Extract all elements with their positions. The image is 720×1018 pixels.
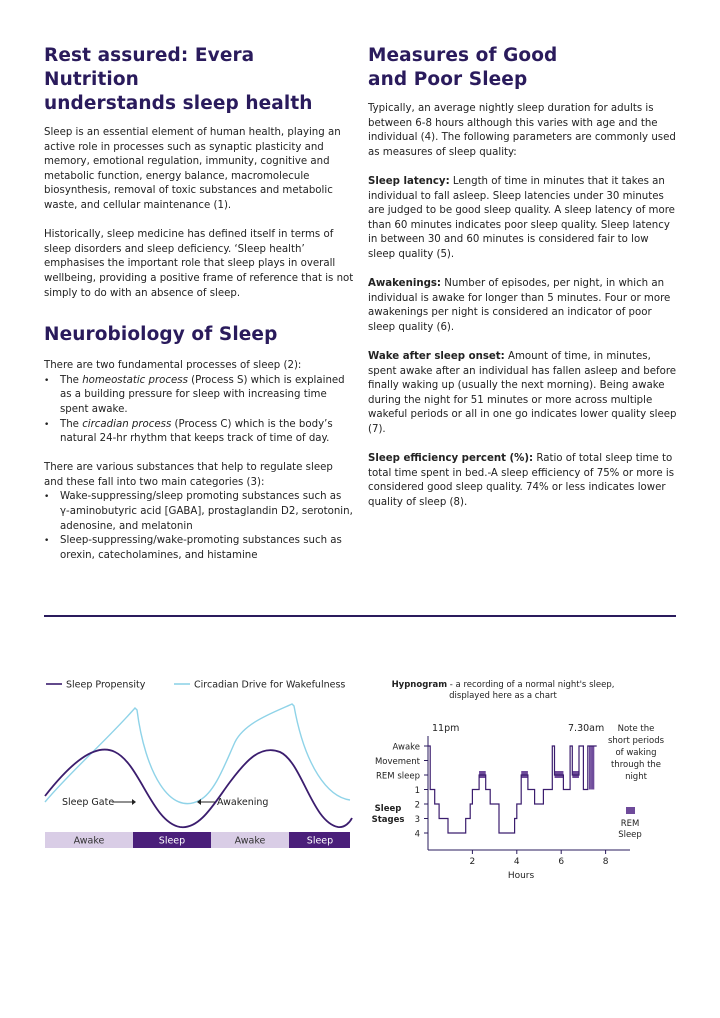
hypnogram-title — [392, 680, 615, 690]
measures-intro: Typically, an average nightly sleep duration for adults is between 6-8 hours although this varies with age and the individual (4). The following parameters are commonly used as measures of sleep quality: — [368, 103, 676, 158]
x-ticks — [470, 850, 609, 867]
intro-heading-line1: Rest assured: Evera Nutrition — [44, 45, 255, 90]
hypnogram-title-line2: displayed here as a chart — [449, 691, 557, 701]
measures-heading-line1: Measures of Good — [368, 45, 558, 66]
sleep-gate-arrowhead — [132, 799, 136, 805]
process-list — [44, 374, 354, 447]
y-axis-label-line1: Sleep — [374, 804, 402, 814]
list-item — [44, 418, 354, 447]
y-axis-label-line2: Stages — [371, 815, 405, 825]
bar-label-sleep-1: Sleep — [158, 835, 186, 847]
hypnogram-note — [608, 724, 665, 782]
neurobiology-heading: Neurobiology of Sleep — [44, 324, 278, 346]
measure-sleep-efficiency — [368, 452, 678, 510]
list-item: • Sleep-suppressing/wake-promoting substances such as orexin, catecholamines, and histamine — [44, 534, 354, 563]
y-level-label: 3 — [414, 815, 420, 825]
measure-sleep-latency — [368, 175, 678, 263]
measure-text: Number of episodes, per night, in which an individual is awake for longer than 5 minutes. Four or more awakenings per night is considered an indicator of poor sleep quality (6). — [368, 278, 671, 333]
neurobiology-intro: There are two fundamental processes of sleep (2): — [44, 360, 302, 372]
circadian-term: circadian process — [82, 418, 172, 430]
y-level-label: 2 — [414, 800, 420, 811]
hypnogram-title-rest: - a recording of a normal night's sleep, — [447, 680, 615, 690]
x-axis-label: Hours — [507, 871, 535, 881]
rem-blocks — [479, 746, 594, 790]
x-tick-label: 2 — [469, 857, 476, 867]
measure-term: Sleep efficiency percent (%): — [368, 453, 534, 465]
bar-label-awake-2: Awake — [234, 835, 266, 847]
left-column — [44, 44, 354, 563]
sleep-propensity-curve — [45, 750, 352, 828]
y-level-label: Awake — [392, 742, 420, 753]
start-time-label: 11pm — [432, 723, 460, 734]
hypnogram-line — [428, 746, 597, 833]
measure-text: Amount of time, in minutes, spent awake after an individual has fallen asleep and before finally waking up (usually the next morning). Being awake during the night for 51 minutes or more across multiple wakeful periods or all in one go indicates lower quality sleep (7). — [368, 351, 677, 436]
list-item: • Wake-suppressing/sleep promoting substances such as γ-aminobutyric acid [GABA], prostaglandin D2, serotonin, adenosine, and melatonin — [44, 490, 354, 534]
measure-awakenings — [368, 277, 678, 335]
measure-term: Wake after sleep onset: — [368, 351, 505, 363]
end-time-label: 7.30am — [568, 723, 605, 734]
x-tick-label: 8 — [602, 857, 609, 867]
note-line: Note the — [617, 724, 655, 734]
right-column — [368, 44, 678, 511]
measures-heading-line2: and Poor Sleep — [368, 69, 528, 90]
rem-legend-line2: Sleep — [618, 830, 642, 840]
y-level-label: REM sleep — [376, 771, 420, 782]
intro-paragraph-2: Historically, sleep medicine has defined itself in terms of sleep disorders and sleep deficiency. ‘Sleep health’ emphasises the important role that sleep plays in overall wellbeing, providing a positive frame of reference that is not simply to do with an absence of sleep. — [44, 229, 354, 299]
rem-legend-line1: REM — [620, 819, 640, 829]
y-level-label: 4 — [414, 829, 420, 840]
y-level-label: Movement — [374, 757, 420, 767]
x-tick-label: 4 — [513, 857, 520, 867]
note-line: through the — [610, 760, 662, 770]
homeostatic-term: homeostatic process — [82, 374, 188, 386]
intro-heading — [44, 44, 354, 116]
measure-term: Awakenings: — [368, 278, 442, 290]
hypnogram-chart — [368, 676, 668, 896]
measure-waso — [368, 350, 678, 438]
measure-text: Ratio of total sleep time to total time spent in bed.-A sleep efficiency of 75% or more is considered good sleep quality. 74% or less indicates lower quality of sleep (8). — [368, 453, 675, 509]
list-item — [44, 374, 354, 418]
note-line: night — [625, 772, 647, 782]
list-item-prefix: The — [60, 374, 83, 386]
list-item-text: (Process S) which is explained as a building pressure for sleep with increasing time spent awake. — [60, 374, 345, 415]
y-ticks — [424, 746, 428, 833]
awakening-label: Awakening — [217, 797, 269, 808]
legend-sleep-propensity: Sleep Propensity — [66, 679, 146, 691]
substances-intro: There are various substances that help to regulate sleep and these fall into two main categories (3): — [44, 462, 333, 488]
legend-circadian-drive: Circadian Drive for Wakefulness — [194, 679, 346, 691]
hypnogram-title-bold: Hypnogram — [391, 680, 448, 690]
intro-heading-line2: understands sleep health — [44, 93, 313, 114]
note-line: short periods — [607, 736, 665, 746]
rem-legend-swatch — [626, 807, 635, 814]
measure-term: Sleep latency: — [368, 175, 450, 187]
y-level-label: 1 — [414, 786, 420, 796]
list-item-text: (Process C) which is the body’s natural 24-hr rhythm that keeps track of time of day. — [60, 418, 333, 445]
list-item-prefix: The — [60, 418, 83, 430]
measures-heading — [368, 44, 678, 92]
bar-label-awake-1: Awake — [73, 835, 105, 847]
sleep-regulation-chart — [40, 672, 360, 862]
sleep-gate-label: Sleep Gate — [62, 797, 115, 808]
substance-list — [44, 490, 354, 563]
intro-paragraph-1: Sleep is an essential element of human health, playing an active role in processes such as synaptic plasticity and memory, emotional regulation, immunity, cognitive and metabolic function, energy balance, macromolecule biosynthesis, removal of toxic substances and metabolic waste, and cellular maintenance (1). — [44, 127, 341, 211]
x-tick-label: 6 — [558, 857, 565, 867]
measure-text: Length of time in minutes that it takes an individual to fall asleep. Sleep latencies under 30 minutes are judged to be good sleep quality. A sleep latency of more than 60 minutes indicates poor sleep quality. Sleep latency in between 30 and 60 minutes is considered fair to low sleep quality (5). — [368, 175, 675, 260]
bar-label-sleep-2: Sleep — [306, 835, 334, 847]
note-line: of waking — [615, 748, 657, 758]
section-divider — [44, 615, 676, 617]
